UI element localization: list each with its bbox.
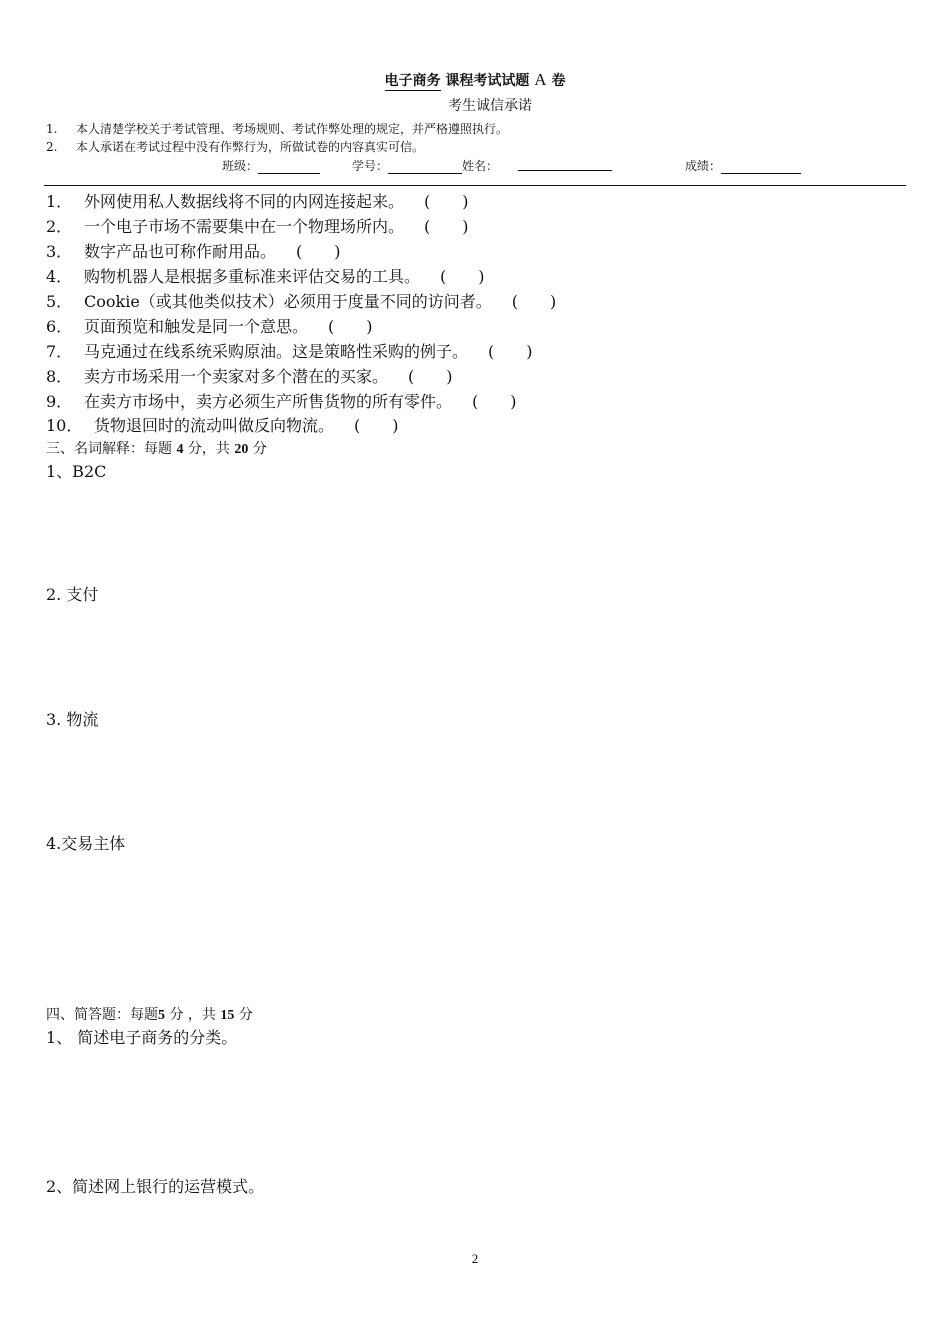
question-number: 4． — [46, 267, 73, 286]
pledge-item-text: 本人承诺在考试过程中没有作弊行为，所做试卷的内容真实可信。 — [76, 140, 425, 154]
question-number: 8． — [46, 367, 73, 386]
student-id-blank[interactable] — [388, 161, 462, 174]
pledge-item — [46, 120, 508, 137]
section-mid: 分 ，共 — [169, 1007, 216, 1023]
pledge-item-text: 本人清楚学校关于考试管理、考场规则、考试作弊处理的规定，并严格遵照执行。 — [76, 122, 509, 136]
name-field — [518, 157, 612, 171]
pledge-heading: 考生诚信承诺 — [448, 98, 532, 114]
exam-title — [0, 70, 950, 90]
pledge-item-number: 2. — [46, 140, 58, 154]
question-text: 数字产品也可称作耐用品。 — [84, 242, 277, 261]
name-blank[interactable] — [518, 158, 612, 171]
short-answer-question: 2、简述网上银行的运营模式。 — [46, 1177, 265, 1196]
page-number: 2 — [471, 1251, 479, 1266]
question-item — [46, 364, 453, 387]
question-number: 7． — [46, 342, 73, 361]
answer-parentheses[interactable]: ( ) — [511, 292, 557, 311]
term-item: 3. 物流 — [46, 710, 99, 729]
pledge-item-number: 1. — [46, 122, 58, 136]
question-item — [46, 389, 517, 412]
question-number: 5． — [46, 292, 73, 311]
section-suffix: 分 — [252, 441, 267, 457]
question-item — [46, 289, 556, 312]
answer-parentheses[interactable]: ( ) — [488, 342, 533, 361]
class-label: 班级： — [222, 159, 259, 173]
points-total: 15 — [220, 1008, 235, 1023]
paper-suffix: 卷 — [551, 73, 566, 89]
header-divider — [44, 185, 906, 186]
student-id-field — [352, 157, 498, 174]
answer-parentheses[interactable]: ( ) — [328, 317, 373, 336]
score-label: 成绩： — [685, 159, 722, 173]
score-field — [685, 157, 801, 174]
section-mid: 分，共 — [187, 441, 230, 457]
question-text: Cookie（或其他类似技术）必须用于度量不同的访问者。 — [84, 292, 492, 311]
question-number: 3． — [46, 242, 73, 261]
pledge-item — [46, 138, 424, 155]
question-item — [46, 239, 341, 262]
question-item — [46, 339, 533, 362]
answer-parentheses[interactable]: ( ) — [440, 267, 485, 286]
answer-parentheses[interactable]: ( ) — [408, 367, 453, 386]
question-item — [46, 189, 469, 212]
class-blank[interactable] — [258, 161, 320, 174]
points-total: 20 — [234, 442, 249, 457]
answer-parentheses[interactable]: ( ) — [354, 416, 399, 435]
score-blank[interactable] — [721, 161, 801, 174]
question-number: 1． — [46, 192, 73, 211]
question-text: 马克通过在线系统采购原油。这是策略性采购的例子。 — [84, 342, 469, 361]
answer-parentheses[interactable]: ( ) — [296, 242, 341, 261]
question-text: 在卖方市场中，卖方必须生产所售货物的所有零件。 — [84, 392, 453, 411]
section-heading-terms — [46, 438, 267, 458]
question-text: 外网使用私人数据线将不同的内网连接起来。 — [84, 192, 405, 211]
term-item: 2. 支付 — [46, 585, 99, 604]
question-text: 货物退回时的流动叫做反向物流。 — [94, 416, 335, 435]
question-text: 页面预览和触发是同一个意思。 — [84, 317, 309, 336]
question-number: 10． — [46, 416, 83, 435]
answer-parentheses[interactable]: ( ) — [424, 217, 469, 236]
question-item — [46, 314, 373, 337]
section-prefix: 三、名词解释：每题 — [46, 441, 172, 457]
paper-letter: A — [534, 70, 547, 89]
section-heading-short-answer — [46, 1004, 253, 1024]
name-label: 姓名： — [462, 159, 499, 173]
question-number: 6． — [46, 317, 73, 336]
question-text: 卖方市场采用一个卖家对多个潜在的买家。 — [84, 367, 389, 386]
points-each: 5 — [158, 1008, 165, 1023]
answer-parentheses[interactable]: ( ) — [424, 192, 469, 211]
section-prefix: 四、简答题：每题 — [46, 1007, 158, 1023]
question-item — [46, 214, 469, 237]
class-field — [222, 157, 320, 174]
short-answer-question: 1、 简述电子商务的分类。 — [46, 1028, 238, 1047]
student-id-label: 学号： — [352, 159, 389, 173]
answer-parentheses[interactable]: ( ) — [472, 392, 517, 411]
points-each: 4 — [176, 442, 184, 457]
question-item — [46, 264, 485, 287]
exam-title-text: 课程考试试题 — [440, 73, 530, 89]
question-text: 一个电子市场不需要集中在一个物理场所内。 — [84, 217, 405, 236]
question-item — [46, 413, 399, 436]
section-suffix: 分 — [238, 1007, 253, 1023]
question-number: 2． — [46, 217, 73, 236]
term-item: 1、B2C — [46, 462, 107, 481]
question-text: 购物机器人是根据多重标准来评估交易的工具。 — [84, 267, 421, 286]
term-item: 4.交易主体 — [46, 834, 126, 853]
exam-subject: 电子商务 — [384, 73, 441, 89]
question-number: 9． — [46, 392, 73, 411]
